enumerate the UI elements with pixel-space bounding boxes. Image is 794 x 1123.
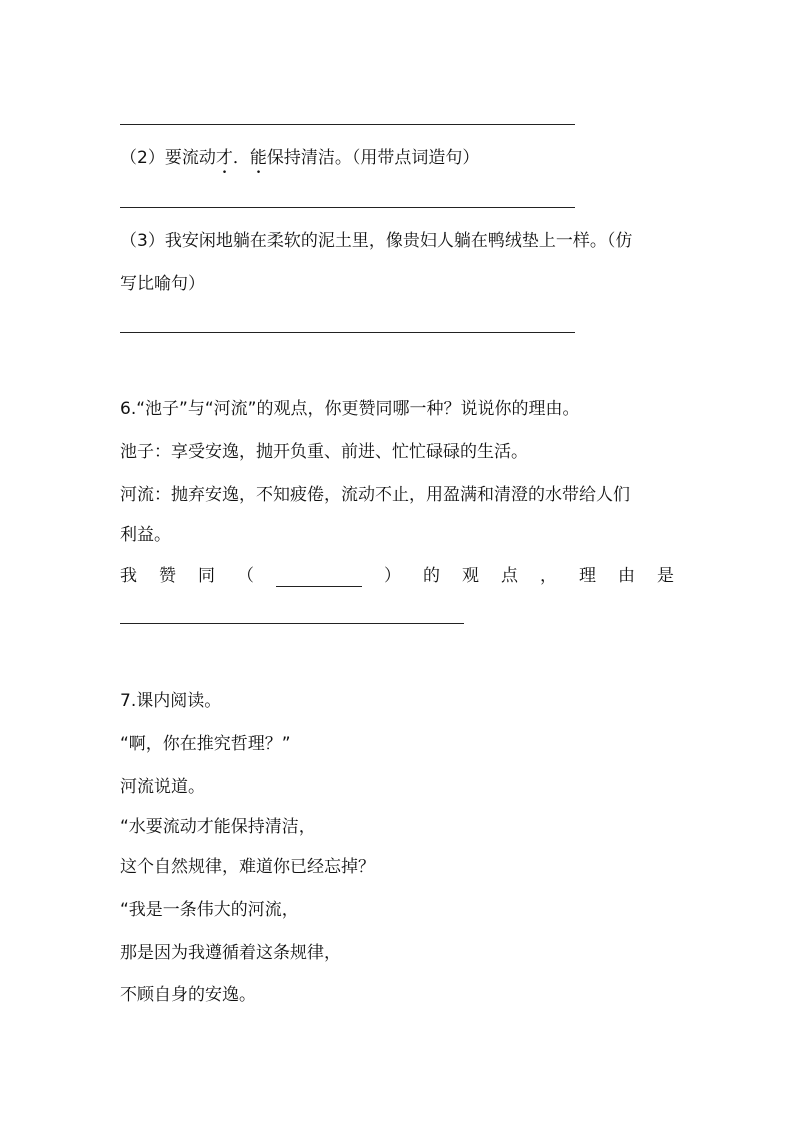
q6-question: 6.“池子”与“河流”的观点，你更赞同哪一种？说说你的理由。 <box>120 399 580 419</box>
answer-char: ， <box>540 566 557 586</box>
q6-river-view-line1: 河流：抛弃安逸，不知疲倦，流动不止，用盈满和清澄的水带给人们 <box>120 485 630 505</box>
answer-char: 赞 <box>159 566 176 586</box>
q6-river-view-line2: 利益。 <box>120 525 171 545</box>
q5-item2-post: 保持清洁。（用带点词造句） <box>266 148 480 168</box>
answer-line-4[interactable] <box>120 623 464 624</box>
q5-item2-mid: ． <box>232 148 250 168</box>
q6-pond-view: 池子：享受安逸，抛开负重、前进、忙忙碌碌的生活。 <box>120 442 528 462</box>
dotted-word-cai: 才 <box>215 148 233 168</box>
q5-item2 <box>120 146 479 178</box>
answer-char: 由 <box>618 566 635 586</box>
answer-char: ） <box>384 566 401 586</box>
answer-line-2[interactable] <box>120 207 575 208</box>
q7-line: 那是因为我遵循着这条规律， <box>120 943 341 963</box>
q5-item3-line2: 写比喻句） <box>120 274 205 294</box>
choice-blank[interactable] <box>276 566 362 587</box>
answer-char: 我 <box>120 566 137 586</box>
answer-char: 观 <box>462 566 479 586</box>
answer-char: 的 <box>423 566 440 586</box>
answer-char: 是 <box>657 566 674 586</box>
answer-char: 同 <box>198 566 215 586</box>
q6-answer-row <box>120 564 674 588</box>
answer-line-3[interactable] <box>120 332 575 333</box>
q7-line: “水要流动才能保持清洁， <box>120 817 316 837</box>
answer-line-1[interactable] <box>120 124 575 125</box>
answer-char: （ <box>237 566 254 586</box>
q7-line: 不顾自身的安逸。 <box>120 985 256 1005</box>
q7-line: 河流说道。 <box>120 777 205 797</box>
answer-char: 理 <box>579 566 596 586</box>
q5-item3-line1: （3）我安闲地躺在柔软的泥土里，像贵妇人躺在鸭绒垫上一样。（仿 <box>120 231 633 251</box>
q7-line: “我是一条伟大的河流， <box>120 900 299 920</box>
q7-title: 7.课内阅读。 <box>120 691 222 711</box>
dotted-word-neng: 能 <box>249 148 267 168</box>
answer-char: 点 <box>501 566 518 586</box>
q7-line: “啊，你在推究哲理？” <box>120 734 291 754</box>
q7-line: 这个自然规律，难道你已经忘掉？ <box>120 857 375 877</box>
q5-item2-pre: （2）要流动 <box>120 148 216 168</box>
